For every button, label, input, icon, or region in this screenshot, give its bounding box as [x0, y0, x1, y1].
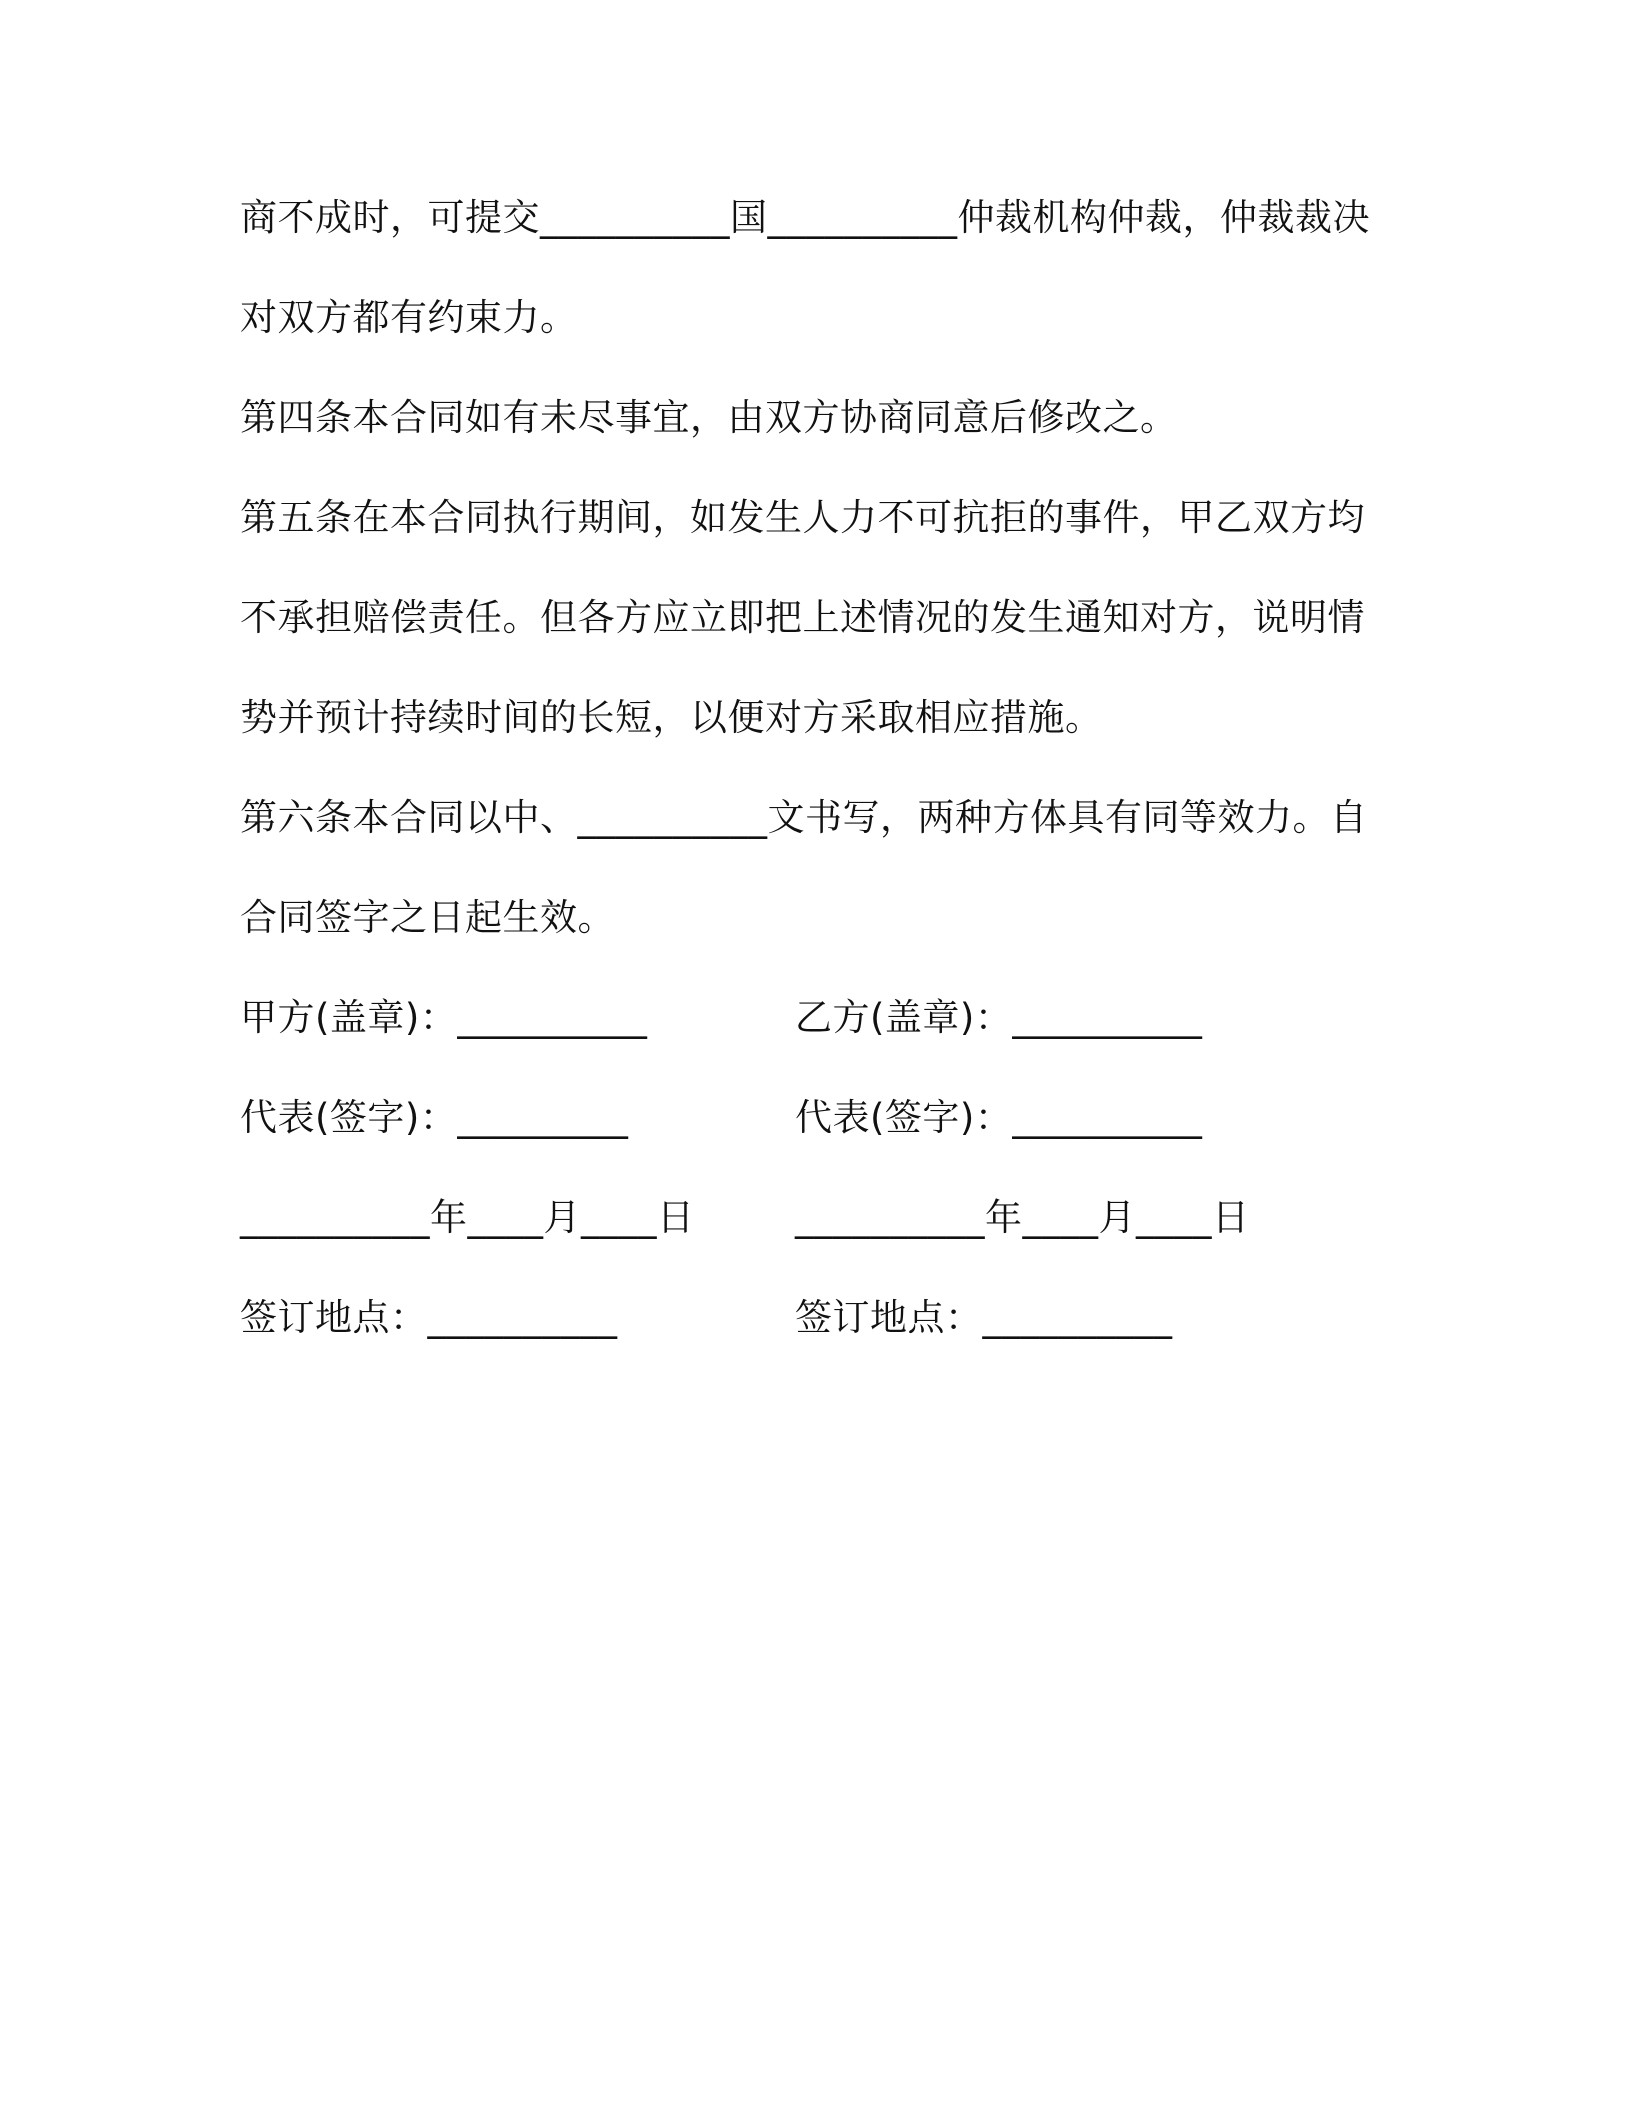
party-a-place-field: 签订地点：__________	[240, 1296, 618, 1339]
party-b-representative-field: 代表(签字)：__________	[795, 1096, 1203, 1139]
party-a-representative-field: 代表(签字)：_________	[240, 1096, 629, 1139]
paragraph-line: 不承担赔偿责任。但各方应立即把上述情况的发生通知对方，说明情	[240, 596, 1365, 639]
party-a-seal-field: 甲方(盖章)：__________	[240, 996, 648, 1039]
party-b-place-field: 签订地点：__________	[795, 1296, 1173, 1339]
paragraph-article-6: 第六条本合同以中、__________文书写，两种方体具有同等效力。自	[240, 796, 1368, 839]
party-b-seal-field: 乙方(盖章)：__________	[795, 996, 1203, 1039]
paragraph-line: 合同签字之日起生效。	[240, 896, 615, 939]
paragraph-article-4: 第四条本合同如有未尽事宜，由双方协商同意后修改之。	[240, 396, 1178, 439]
paragraph-article-5: 第五条在本合同执行期间，如发生人力不可抗拒的事件，甲乙双方均	[240, 496, 1365, 539]
paragraph-line: 对双方都有约束力。	[240, 296, 578, 339]
paragraph-line: 势并预计持续时间的长短，以便对方采取相应措施。	[240, 696, 1103, 739]
party-a-date-field: __________年____月____日	[240, 1196, 695, 1239]
party-b-date-field: __________年____月____日	[795, 1196, 1250, 1239]
paragraph-line: 商不成时，可提交__________国__________仲裁机构仲裁，仲裁裁决	[240, 196, 1370, 239]
